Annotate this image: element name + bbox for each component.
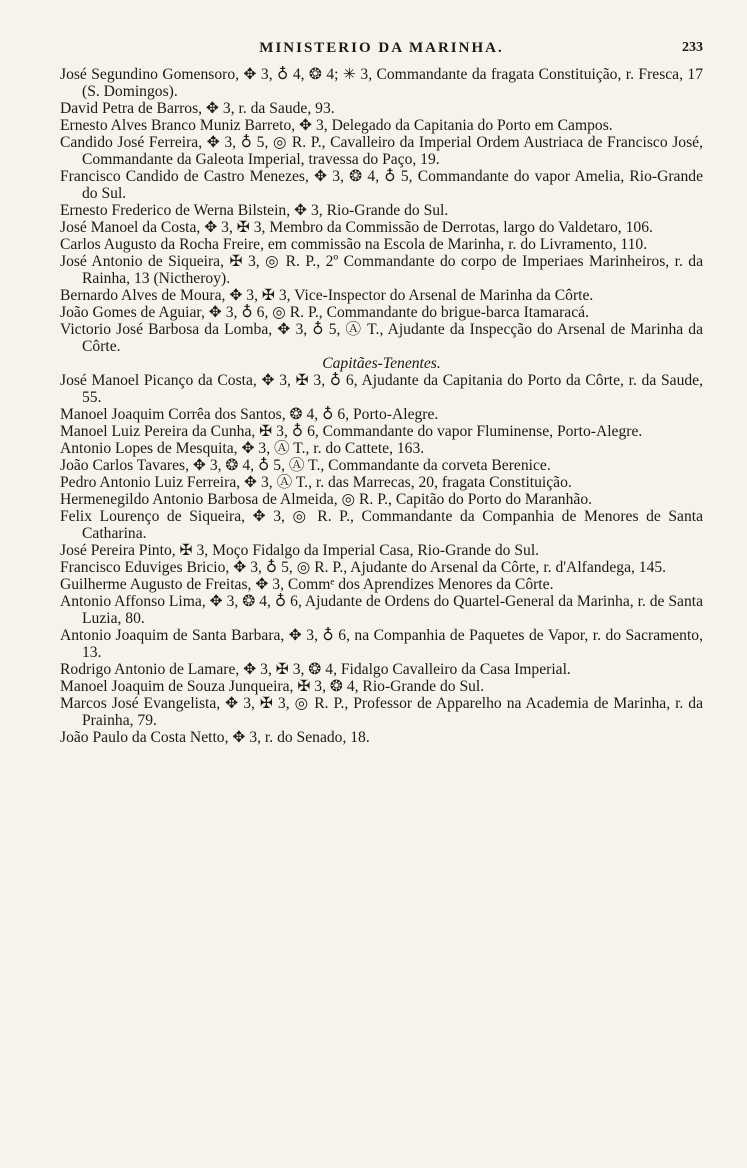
- list-item: Felix Lourenço de Siqueira, ✥ 3, ◎ R. P., Commandante da Companhia de Menores de Santa Catharina.: [60, 508, 703, 542]
- list-item: Candido José Ferreira, ✥ 3, ♁ 5, ◎ R. P., Cavalleiro da Imperial Ordem Austriaca de Francisco José, Commandante da Galeota Imperial, travessa do Paço, 19.: [60, 134, 703, 168]
- list-item: Guilherme Augusto de Freitas, ✥ 3, Commᵉ dos Aprendizes Menores da Côrte.: [60, 576, 554, 593]
- entry-list: [60, 66, 703, 746]
- page-number: 233: [682, 40, 703, 55]
- list-item: Carlos Augusto da Rocha Freire, em commissão na Escola de Marinha, r. do Livramento, 110.: [60, 236, 648, 253]
- list-item: Rodrigo Antonio de Lamare, ✥ 3, ✠ 3, ❂ 4, Fidalgo Cavalleiro da Casa Imperial.: [60, 661, 571, 678]
- list-item: Antonio Affonso Lima, ✥ 3, ❂ 4, ♁ 6, Ajudante de Ordens do Quartel-General da Marinha, r. de Santa Luzia, 80.: [60, 593, 703, 627]
- page-title: MINISTERIO DA MARINHA.: [259, 40, 504, 56]
- list-item: Manoel Joaquim de Souza Junqueira, ✠ 3, ❂ 4, Rio-Grande do Sul.: [60, 678, 485, 695]
- page-header: [60, 40, 703, 66]
- list-item: João Carlos Tavares, ✥ 3, ❂ 4, ♁ 5, Ⓐ T., Commandante da corveta Berenice.: [60, 457, 551, 474]
- list-item: Ernesto Frederico de Werna Bilstein, ✥ 3, Rio-Grande do Sul.: [60, 202, 449, 219]
- list-item: Francisco Eduviges Bricio, ✥ 3, ♁ 5, ◎ R. P., Ajudante do Arsenal da Côrte, r. d'Alfandega, 145.: [60, 559, 667, 576]
- list-item: Hermenegildo Antonio Barbosa de Almeida, ◎ R. P., Capitão do Porto do Maranhão.: [60, 491, 593, 508]
- list-item: David Petra de Barros, ✥ 3, r. da Saude, 93.: [60, 100, 335, 117]
- list-item: Marcos José Evangelista, ✥ 3, ✠ 3, ◎ R. P., Professor de Apparelho na Academia de Marinha, r. da Prainha, 79.: [60, 695, 703, 729]
- list-item: Antonio Lopes de Mesquita, ✥ 3, Ⓐ T., r. do Cattete, 163.: [60, 440, 425, 457]
- list-item: José Antonio de Siqueira, ✠ 3, ◎ R. P., 2º Commandante do corpo de Imperiaes Marinheiros, r. da Rainha, 13 (Nictheroy).: [60, 253, 703, 287]
- list-item: João Gomes de Aguiar, ✥ 3, ♁ 6, ◎ R. P., Commandante do brigue-barca Itamaracá.: [60, 304, 589, 321]
- list-item: José Manoel da Costa, ✥ 3, ✠ 3, Membro da Commissão de Derrotas, largo do Valdetaro, 106.: [60, 219, 653, 236]
- list-item: José Segundino Gomensoro, ✥ 3, ♁ 4, ❂ 4; ✳ 3, Commandante da fragata Constituição, r. Fresca, 17 (S. Domingos).: [60, 66, 703, 100]
- list-item: João Paulo da Costa Netto, ✥ 3, r. do Senado, 18.: [60, 729, 370, 746]
- list-item: Antonio Joaquim de Santa Barbara, ✥ 3, ♁ 6, na Companhia de Paquetes de Vapor, r. do Sacramento, 13.: [60, 627, 703, 661]
- list-item: Victorio José Barbosa da Lomba, ✥ 3, ♁ 5, Ⓐ T., Ajudante da Inspecção do Arsenal de Marinha da Côrte.: [60, 321, 703, 355]
- list-item: Manoel Luiz Pereira da Cunha, ✠ 3, ♁ 6, Commandante do vapor Fluminense, Porto-Alegre.: [60, 423, 643, 440]
- list-item: Ernesto Alves Branco Muniz Barreto, ✥ 3, Delegado da Capitania do Porto em Campos.: [60, 117, 613, 134]
- section-heading: Capitães-Tenentes.: [322, 355, 441, 372]
- list-item: José Manoel Picanço da Costa, ✥ 3, ✠ 3, ♁ 6, Ajudante da Capitania do Porto da Côrte, r. da Saude, 55.: [60, 372, 703, 406]
- list-item: Manoel Joaquim Corrêa dos Santos, ❂ 4, ♁ 6, Porto-Alegre.: [60, 406, 439, 423]
- list-item: Francisco Candido de Castro Menezes, ✥ 3, ❂ 4, ♁ 5, Commandante do vapor Amelia, Rio-Grande do Sul.: [60, 168, 703, 202]
- list-item: Bernardo Alves de Moura, ✥ 3, ✠ 3, Vice-Inspector do Arsenal de Marinha da Côrte.: [60, 287, 594, 304]
- list-item: José Pereira Pinto, ✠ 3, Moço Fidalgo da Imperial Casa, Rio-Grande do Sul.: [60, 542, 540, 559]
- list-item: Pedro Antonio Luiz Ferreira, ✥ 3, Ⓐ T., r. das Marrecas, 20, fragata Constituição.: [60, 474, 572, 491]
